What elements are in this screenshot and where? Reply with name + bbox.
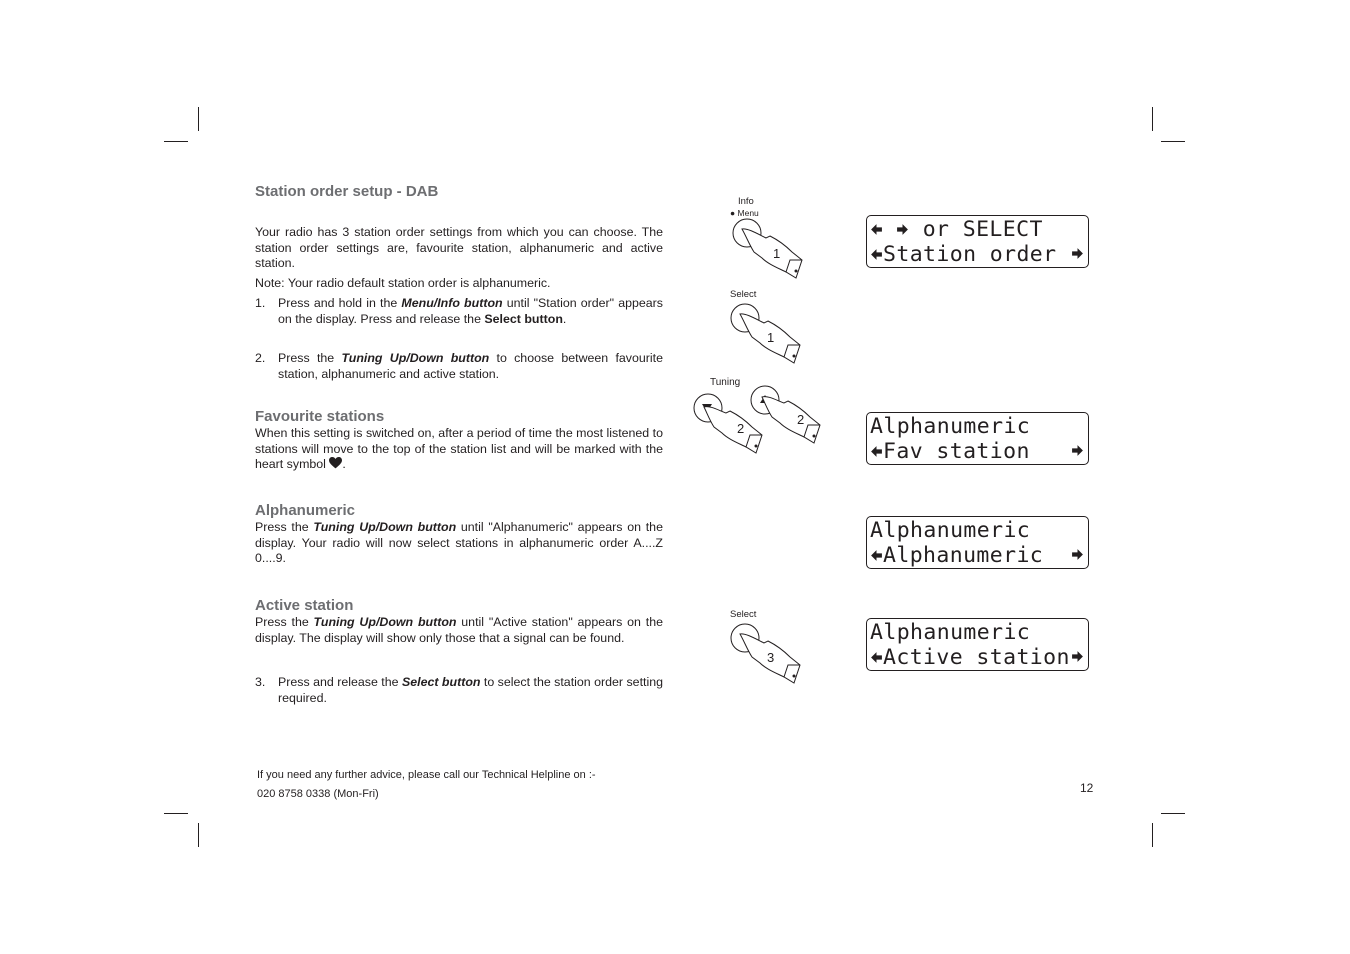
lcd-line-2	[870, 439, 1088, 464]
arrow-left-icon	[870, 445, 883, 458]
footer-helpline: If you need any further advice, please call our Technical Helpline on :-	[257, 769, 596, 781]
step-number-2: 2	[797, 412, 805, 427]
section-heading: Favourite stations	[255, 408, 385, 425]
arrow-right-icon	[1071, 650, 1084, 663]
crop-mark	[198, 823, 199, 847]
hand-press-icon	[727, 621, 817, 687]
text-run: until "Active station" appears on the display. The display will show only those that a signal can be found.	[255, 615, 663, 645]
text-run: until "Alphanumeric" appears on the display. Your radio will now select stations in alphanumeric order A....Z 0....9.	[255, 520, 663, 566]
text-run: until "Station order" appears on the display. Press and release the	[278, 296, 664, 326]
note-text: Note: Your radio default station order is alphanumeric.	[255, 275, 551, 290]
text-run: When this setting is switched on, after a period of time the most listened to stations will move to the top of the station list and will be marked with the heart symbol	[255, 426, 663, 472]
lcd-display-alphanumeric	[866, 516, 1089, 569]
step-text	[278, 351, 663, 382]
step-number: 2.	[255, 351, 266, 365]
heart-icon	[329, 457, 342, 469]
info-label: Info	[738, 196, 754, 207]
lcd-display-active-station	[866, 618, 1089, 671]
section-text	[255, 520, 663, 567]
arrow-right-icon	[896, 223, 909, 236]
lcd-line-1: Alphanumeric	[870, 518, 1031, 543]
select-button-ref: Select button	[484, 311, 563, 326]
crop-mark	[1161, 141, 1185, 142]
lcd-display-fav-station	[866, 412, 1089, 465]
arrow-left-icon	[870, 223, 883, 236]
step-number-1: 1	[773, 246, 781, 261]
text-run: Press and hold in the	[278, 296, 402, 311]
text-run: Press the	[255, 615, 314, 629]
lcd-text: Alphanumeric	[883, 543, 1044, 568]
section-text	[255, 615, 663, 646]
dot-icon: ●	[730, 208, 736, 218]
step-number-1: 1	[767, 330, 775, 345]
lcd-line-2	[870, 242, 1088, 267]
menu-label-text: Menu	[737, 208, 759, 218]
arrow-left-icon	[870, 651, 883, 664]
hand-press-icon	[727, 301, 817, 367]
alphanumeric-section	[255, 502, 663, 567]
step-number: 1.	[255, 296, 266, 311]
crop-mark	[1152, 107, 1153, 131]
text-run: .	[562, 311, 567, 326]
step-number-2: 2	[737, 421, 745, 436]
favourite-section	[255, 408, 663, 473]
crop-mark	[1152, 823, 1153, 847]
lcd-text: Fav station	[883, 439, 1030, 464]
lcd-line-2	[870, 543, 1088, 568]
intro-block	[255, 225, 663, 328]
lcd-line-1: Alphanumeric	[870, 620, 1031, 645]
footer-phone: 020 8758 0338 (Mon-Fri)	[257, 788, 379, 800]
lcd-line-1: Alphanumeric	[870, 414, 1031, 439]
crop-mark	[164, 813, 188, 814]
text-run: Press and release the	[278, 675, 402, 689]
text-run: to select the station order setting required.	[278, 675, 663, 705]
arrow-right-icon	[1071, 444, 1084, 457]
tuning-label: Tuning	[710, 377, 741, 388]
arrow-left-icon	[870, 549, 883, 562]
intro-text: Your radio has 3 station order settings from which you can choose. The station order settings are, favourite station, alphanumeric and active station.	[255, 225, 663, 271]
section-heading: Active station	[255, 597, 354, 614]
text-run: Press the	[278, 351, 342, 365]
section-text	[255, 426, 663, 473]
tuning-button-ref: Tuning Up/Down button	[341, 351, 490, 365]
lcd-text: Active station	[883, 645, 1070, 670]
arrow-right-icon	[1071, 247, 1084, 260]
step-text	[278, 675, 663, 706]
step-number: 3.	[255, 675, 266, 689]
lcd-line-1	[870, 217, 1088, 242]
tuning-button-ref: Tuning Up/Down button	[313, 615, 457, 629]
hand-press-icon	[728, 216, 818, 282]
arrow-left-icon	[870, 248, 883, 261]
menu-info-button-ref: Menu/Info button	[401, 296, 503, 311]
page-title: Station order setup - DAB	[255, 183, 439, 200]
text-run: .	[342, 457, 346, 472]
lcd-line-2	[870, 645, 1088, 670]
step-2	[255, 351, 663, 382]
select-label: Select	[730, 609, 757, 620]
lcd-text: Station order	[883, 242, 1057, 267]
step-3	[255, 675, 663, 706]
crop-mark	[1161, 813, 1185, 814]
crop-mark	[164, 141, 188, 142]
select-label: Select	[730, 289, 757, 300]
tuning-button-ref: Tuning Up/Down button	[313, 520, 457, 534]
section-heading: Alphanumeric	[255, 502, 356, 519]
hand-press-icon	[690, 385, 840, 459]
step-1	[255, 296, 663, 327]
step-number-3: 3	[767, 650, 775, 665]
lcd-text: or SELECT	[909, 217, 1043, 242]
crop-mark	[198, 107, 199, 131]
active-section	[255, 597, 663, 646]
step-text	[278, 296, 663, 327]
lcd-display-station-order	[866, 215, 1089, 268]
text-run: to choose between favourite station, alphanumeric and active station.	[278, 351, 663, 381]
arrow-right-icon	[1071, 548, 1084, 561]
page-number: 12	[1080, 781, 1094, 795]
text-run: Press the	[255, 520, 314, 534]
select-button-ref: Select button	[401, 675, 481, 689]
